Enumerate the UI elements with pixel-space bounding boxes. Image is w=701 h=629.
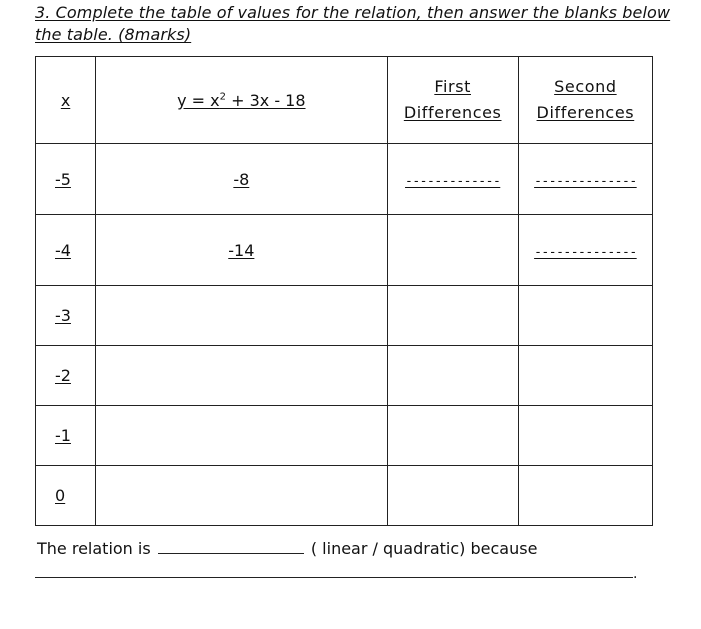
y-cell[interactable] <box>96 406 387 466</box>
because-end-mark: . <box>633 566 638 582</box>
x-cell: -1 <box>36 406 96 466</box>
table-row <box>36 466 653 526</box>
y-cell[interactable]: -14 <box>96 215 387 286</box>
header-second-differences <box>518 57 652 144</box>
x-cell: -2 <box>36 346 96 406</box>
first-difference-cell[interactable] <box>387 215 518 286</box>
table-row <box>36 144 653 215</box>
header-equation-rest: + 3x - 18 <box>226 90 306 110</box>
relation-prefix: The relation is <box>37 539 156 558</box>
x-cell: -5 <box>36 144 96 215</box>
second-difference-dashes: -------------- <box>534 244 637 260</box>
second-difference-cell[interactable] <box>518 346 652 406</box>
relation-options: ( linear / quadratic) because <box>305 539 538 558</box>
header-equation <box>96 57 387 144</box>
table-row <box>36 406 653 466</box>
second-difference-cell[interactable] <box>518 466 652 526</box>
second-difference-dashes: -------------- <box>534 173 637 189</box>
header-equation-base: y = x <box>177 90 220 110</box>
header-row <box>36 57 653 144</box>
header-x <box>36 57 96 144</box>
header-equation-exponent: 2 <box>219 91 226 103</box>
relation-sentence <box>37 538 537 560</box>
x-cell: -4 <box>36 215 96 286</box>
y-cell[interactable]: -8 <box>96 144 387 215</box>
x-cell: 0 <box>36 466 96 526</box>
header-first-line2: Differences <box>403 103 502 122</box>
table-row <box>36 215 653 286</box>
second-difference-cell[interactable] <box>518 286 652 346</box>
relation-blank[interactable] <box>158 539 304 554</box>
first-difference-cell[interactable] <box>387 466 518 526</box>
first-difference-cell[interactable] <box>387 286 518 346</box>
header-x-label: x <box>60 90 71 110</box>
first-difference-cell[interactable] <box>387 406 518 466</box>
y-cell[interactable] <box>96 466 387 526</box>
first-difference-dashes: ------------- <box>405 173 501 189</box>
table-row <box>36 346 653 406</box>
x-cell: -3 <box>36 286 96 346</box>
second-difference-cell[interactable] <box>518 144 652 215</box>
because-blank-line[interactable] <box>35 577 633 578</box>
values-table <box>35 56 653 526</box>
first-difference-cell[interactable] <box>387 144 518 215</box>
y-cell[interactable] <box>96 346 387 406</box>
header-second-line2: Differences <box>536 103 635 122</box>
table-row <box>36 286 653 346</box>
question-text: 3. Complete the table of values for the relation, then answer the blanks below the table. (8marks) <box>35 3 671 44</box>
header-first-differences <box>387 57 518 144</box>
second-difference-cell[interactable] <box>518 406 652 466</box>
header-first-line1: First <box>434 77 471 96</box>
y-cell[interactable] <box>96 286 387 346</box>
header-second-line1: Second <box>554 77 617 96</box>
second-difference-cell[interactable] <box>518 215 652 286</box>
first-difference-cell[interactable] <box>387 346 518 406</box>
